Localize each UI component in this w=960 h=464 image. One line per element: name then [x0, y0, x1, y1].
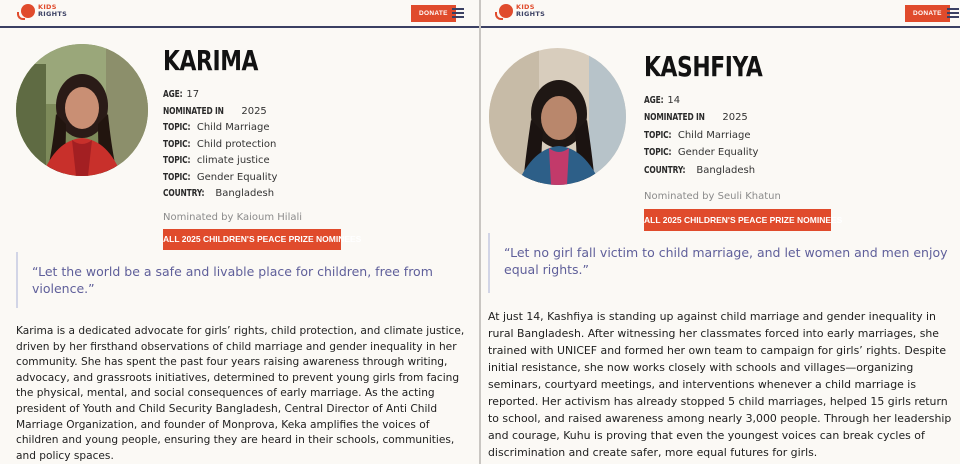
donate-button[interactable]: DONATE	[411, 5, 456, 22]
nominated-by: Nominated by Kaioum Hilali	[163, 212, 303, 223]
fact-nominated-in: NOMINATED IN 2025	[644, 112, 748, 124]
nominee-bio: At just 14, Kashfiya is standing up against child marriage and gender inequality in rural Bangladesh. After witnessing her classmates forced into early marriages, she trained with UNICEF and formed her own team to campaign for girls’ rights. Despite initial resistance, she now works closely with schools and villages—organizing seminars, courtyard meetings, and interventions whenever a child marriage is reported. Her activism has already stopped 5 child marriages, helped 15 girls return to school, and raised awareness among nearly 3,000 people. Through her leadership and courage, Kuhu is proving that even the youngest voices can break cycles of discrimination and create safer, more equal futures for girls.	[488, 310, 952, 459]
hamburger-menu-icon[interactable]	[947, 8, 959, 18]
fact-age: AGE: 17	[163, 89, 200, 100]
logo-icon	[21, 4, 35, 18]
logo-word-kids: KIDS	[38, 3, 57, 11]
hamburger-menu-icon[interactable]	[452, 8, 464, 18]
logo-word-kids: KIDS	[516, 3, 535, 11]
fact-topic: TOPIC: Child Marriage	[163, 122, 270, 133]
fact-nominated-in: NOMINATED IN 2025	[163, 105, 267, 117]
fact-topic: TOPIC: Gender Equality	[163, 171, 278, 183]
kidsrights-logo[interactable]	[499, 4, 545, 18]
fact-topic: TOPIC: Child protection	[163, 138, 277, 150]
logo-word-rights: RIGHTS	[38, 10, 68, 18]
fact-country: COUNTRY: Bangladesh	[644, 164, 756, 176]
logo-word-rights: RIGHTS	[516, 10, 546, 18]
nominee-facts	[644, 92, 758, 179]
nominee-name: KASHFIYA	[644, 50, 763, 83]
kidsrights-logo[interactable]	[21, 4, 67, 18]
nominee-name: KARIMA	[163, 44, 259, 77]
portrait-photo	[489, 48, 626, 185]
donate-button[interactable]: DONATE	[905, 5, 950, 22]
profile-page-kashfiya	[481, 0, 960, 464]
fact-country: COUNTRY: Bangladesh	[163, 188, 275, 199]
all-nominees-button[interactable]: ALL 2025 CHILDREN'S PEACE PRIZE NOMINEES	[644, 209, 831, 231]
nominee-facts	[163, 86, 277, 202]
nominee-quote: “Let no girl fall victim to child marriage, and let women and men enjoy equal rights.”	[488, 233, 956, 293]
all-nominees-button[interactable]: ALL 2025 CHILDREN'S PEACE PRIZE NOMINEES	[163, 229, 341, 250]
site-header	[481, 0, 960, 28]
fact-topic: TOPIC: Gender Equality	[644, 147, 759, 159]
fact-age: AGE: 14	[644, 95, 681, 106]
fact-topic: TOPIC: climate justice	[163, 155, 270, 166]
nominee-bio: Karima is a dedicated advocate for girls’ rights, child protection, and climate justice, driven by her firsthand observations of child marriage and gender inequality in her community. She has spent the past four years raising awareness through writing, advocacy, and grassroots initiatives, determined to prevent young girls from facing the physical, mental, and social consequences of early marriage. As the acting president of Youth and Child Security Bangladesh, Central Director of Anti Child Marriage Organization, and founder of Monprova, Keka amplifies the voices of children and young people, ensuring they are heard in their schools, communities, and policy spaces.	[16, 325, 465, 462]
site-header	[0, 0, 480, 28]
nominated-by: Nominated by Seuli Khatun	[644, 191, 781, 202]
portrait-photo	[16, 44, 148, 176]
nominee-quote: “Let the world be a safe and livable place for children, free from violence.”	[16, 252, 456, 308]
logo-icon	[499, 4, 513, 18]
fact-topic: TOPIC: Child Marriage	[644, 129, 751, 141]
